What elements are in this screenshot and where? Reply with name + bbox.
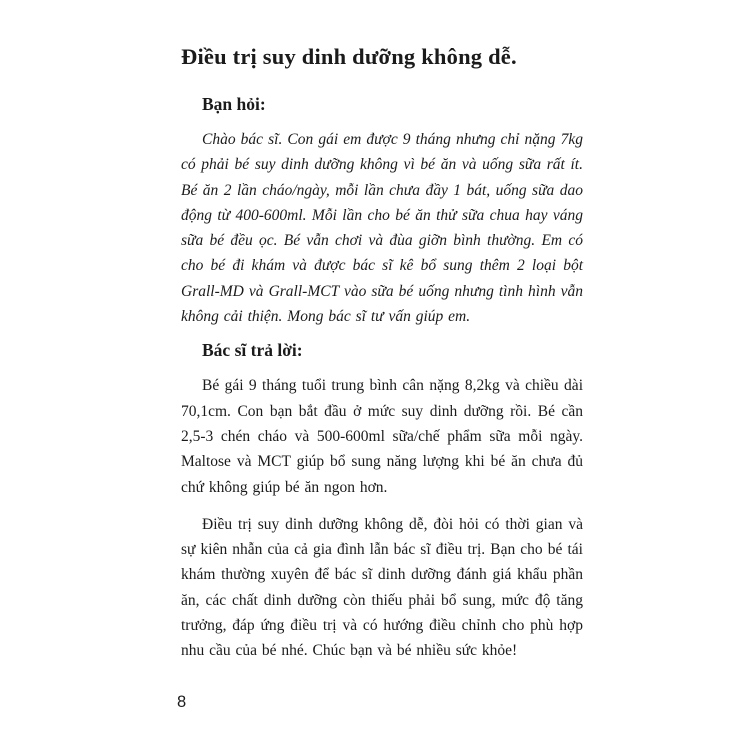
- page-title: Điều trị suy dinh dưỡng không dễ.: [181, 44, 517, 69]
- paragraph: Điều trị suy dinh dưỡng không dễ, đòi hỏi có thời gian và sự kiên nhẫn của cả gia đình lẫn bác sĩ điều trị. Bạn cho bé tái khám thường xuyên để bác sĩ dinh dưỡng đánh giá khẩu phần ăn, các chất dinh dưỡng còn thiếu phải bổ sung, mức độ tăng trưởng, đáp ứng điều trị và có hướng điều chỉnh cho phù hợp nhu cầu của bé nhé. Chúc bạn và bé nhiều sức khỏe!: [181, 515, 583, 660]
- answer-heading: Bác sĩ trả lời:: [202, 340, 303, 361]
- paragraph: Bé gái 9 tháng tuổi trung bình cân nặng 8,2kg và chiều dài 70,1cm. Con bạn bắt đầu ở mức suy dinh dưỡng rồi. Bé cần 2,5-3 chén cháo và 500-600ml sữa/chế phẩm sữa mỗi ngày. Maltose và MCT giúp bổ sung năng lượng khi bé ăn chưa đủ chứ không giúp bé ăn ngon hơn.: [181, 377, 583, 496]
- answer-paragraphs: [181, 373, 583, 663]
- page-content: [181, 0, 583, 664]
- question-heading: Bạn hỏi:: [202, 94, 266, 114]
- paragraph: Chào bác sĩ. Con gái em được 9 tháng nhưng chỉ nặng 7kg có phải bé suy dinh dưỡng không vì bé ăn và uống sữa rất ít. Bé ăn 2 lần cháo/ngày, mỗi lần chưa đầy 1 bát, uống sữa dao động từ 400-600ml. Mỗi lần cho bé ăn thử sữa chua hay váng sữa bé đều ọc. Bé vẫn chơi và đùa giỡn bình thường. Em có cho bé đi khám và được bác sĩ kê bổ sung thêm 2 loại bột Grall-MD và Grall-MCT vào sữa bé uống nhưng tình hình vẫn không cải thiện. Mong bác sĩ tư vấn giúp em.: [181, 131, 583, 326]
- answer-section: [181, 339, 583, 663]
- page-number: 8: [177, 693, 187, 711]
- question-paragraphs: [181, 127, 583, 329]
- question-section: [181, 93, 583, 329]
